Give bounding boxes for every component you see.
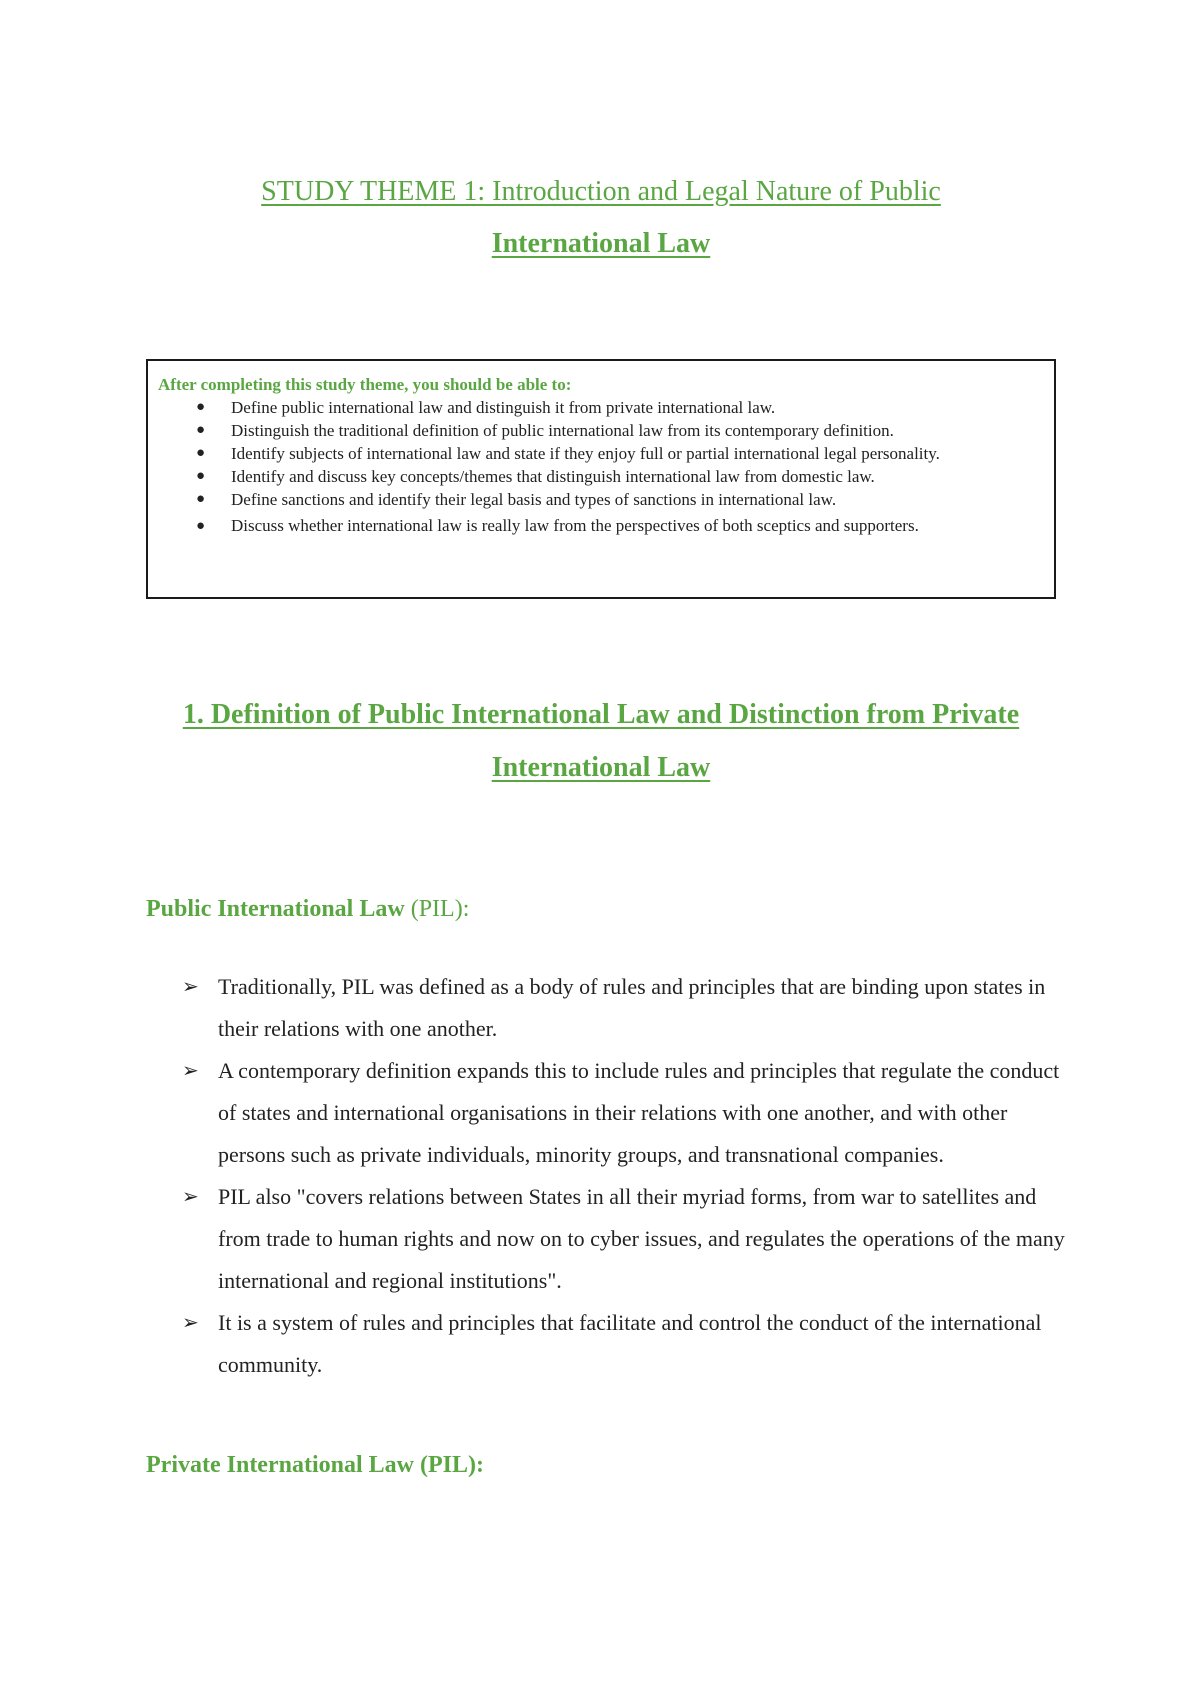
page-title (140, 166, 1062, 270)
learning-objectives-box (146, 359, 1056, 599)
public-pil-heading (146, 896, 469, 923)
section-heading-line1: 1. Definition of Public International Law and Distinction from Private (182, 699, 1020, 730)
objective-item (158, 488, 1044, 511)
objectives-heading: After completing this study theme, you should be able to: (158, 375, 572, 394)
public-pil-heading-abbr: (PIL): (410, 896, 470, 922)
objective-item (158, 511, 1044, 541)
list-item (146, 1050, 1076, 1176)
objective-text: Define sanctions and identify their legal basis and types of sanctions in international law. (231, 490, 837, 509)
objective-text: Identify subjects of international law and state if they enjoy full or partial international legal personality. (231, 444, 940, 463)
objectives-list (158, 396, 1044, 541)
page-title-line1: STUDY THEME 1: Introduction and Legal Nature of Public (261, 176, 941, 207)
point-text: It is a system of rules and principles that facilitate and control the conduct of the international community. (218, 1310, 1042, 1377)
list-item (146, 966, 1076, 1050)
section-heading (140, 688, 1062, 794)
point-text: A contemporary definition expands this to include rules and principles that regulate the conduct of states and international organisations in their relations with one another, and with other persons such as private individuals, minority groups, and transnational companies. (218, 1058, 1060, 1167)
list-item (146, 1302, 1076, 1386)
bullet-icon: ● (196, 518, 206, 534)
list-item (146, 1176, 1076, 1302)
objective-text: Distinguish the traditional definition of public international law from its contemporary definition. (231, 421, 894, 440)
arrowhead-icon: ➢ (182, 1186, 199, 1208)
public-pil-points (146, 966, 1076, 1386)
objective-text: Discuss whether international law is really law from the perspectives of both sceptics and supporters. (231, 516, 919, 535)
objective-item (158, 419, 1044, 442)
private-pil-heading: Private International Law (PIL): (146, 1452, 484, 1478)
arrowhead-icon: ➢ (182, 1060, 199, 1082)
objective-text: Identify and discuss key concepts/themes that distinguish international law from domestic law. (231, 467, 875, 486)
objective-text: Define public international law and distinguish it from private international law. (231, 398, 776, 417)
point-text: Traditionally, PIL was defined as a body of rules and principles that are binding upon states in their relations with one another. (218, 974, 1046, 1041)
page-title-line2: International Law (491, 228, 711, 259)
arrowhead-icon: ➢ (182, 976, 199, 998)
arrowhead-icon: ➢ (182, 1312, 199, 1334)
section-heading-line2: International Law (491, 752, 711, 783)
point-text: PIL also "covers relations between States in all their myriad forms, from war to satellites and from trade to human rights and now on to cyber issues, and regulates the operations of the many international and regional institutions". (218, 1184, 1065, 1293)
bullet-icon: ● (196, 468, 206, 484)
objective-item (158, 396, 1044, 419)
bullet-icon: ● (196, 445, 206, 461)
bullet-icon: ● (196, 491, 206, 507)
bullet-icon: ● (196, 422, 206, 438)
objective-item (158, 442, 1044, 465)
bullet-icon: ● (196, 399, 206, 415)
objective-item (158, 465, 1044, 488)
public-pil-heading-text: Public International Law (146, 896, 405, 922)
